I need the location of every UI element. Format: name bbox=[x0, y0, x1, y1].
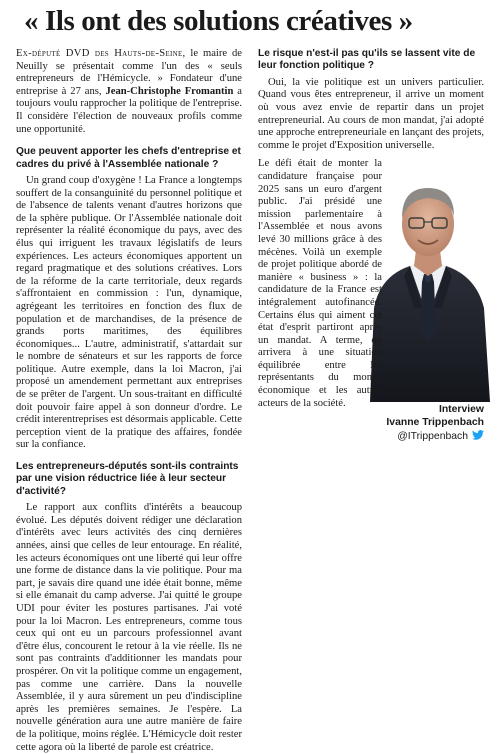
answer-1: Un grand coup d'oxygène ! La France a longtemps souffert de la consanguinité du personnel politique et de l'absence de talents venant d'autres horizons que de la sphère publique. Or l'Assemblée nationale doit représenter la réalité économique du pays, avec des élus qui irriguent les travaux législatifs de leurs expériences. Les acteurs économiques apportent un regard pragmatique et des solutions créatives. Lors de la réforme de la carte territoriale, deux regards s'affrontaient en commission : l'un, dynamique, agrégeant les territoires en fonction des flux de population et de marchandises, de la présence de grands ports maritimes, des équilibres économiques... L'autre, administratif, s'attardait sur le nombre de sénateurs et sur les rapports de force politique. Autre exemple, dans la loi Macron, j'ai proposé un amendement permettant aux entreprises de se prêter de l'argent. Un sous-traitant en difficulté doit pouvoir faire appel à son donneur d'ordre. Le crédit interentreprises est désormais applicable. Cette perception vient de la pratique des affaires, fondée sur la confiance. bbox=[16, 174, 242, 451]
credit-author: Ivanne Trippenbach bbox=[386, 416, 484, 428]
interviewee-name: Jean-Christophe Fromantin bbox=[105, 85, 234, 97]
twitter-handle[interactable]: @ITrippenbach bbox=[397, 430, 468, 442]
intro-paragraph bbox=[16, 48, 242, 136]
answer-3-part-1: Oui, la vie politique est un univers particulier. Quand vous êtes entrepreneur, il arrive un moment où vous avez envie de repartir dans un projet entrepreneurial. Au cours de mon mandat, j'ai adopté une approche entrepreneuriale en lançant des projets, comme le projet d'Exposition universelle. bbox=[258, 76, 484, 151]
portrait-photo-area bbox=[258, 158, 484, 409]
answer-3-part-2: Le défi était de monter la candidature française pour 2025 sans un euro d'argent public. J'ai présidé une mission parlementaire à l'Assemblée et nous avons levé 30 millions grâce à des mécènes. Voilà un exemple de projet politique abordé de manière « business » : la candidature de la France est intégralement autofinancée. Certains élus qui aiment cet état d'esprit partiront après un mandat. A terme, on arrivera à une situation équilibrée entre les représentants du monde économique et les autres acteurs de la société. bbox=[258, 158, 382, 409]
article-columns bbox=[16, 48, 484, 754]
answer-2: Le rapport aux conflits d'intérêts a beaucoup évolué. Les députés doivent rédiger une déclaration d'intérêts avec leurs activités des cinq dernières années, ainsi que celles de leur entourage. En réalité, les acteurs économiques ont une liberté qui leur offre une forme de distance dans la vie politique. Pour ma part, je savais dire quand une idée était bonne, même si elle émanait du camp adverse. J'ai quitté le groupe UDI pour éviter les postures partisanes. J'ai voté pour la loi Macron. Les entrepreneurs, comme tous ceux qui ont eu un parcours professionnel avant d'être élus, concourent le retour à la vie réelle. Ils ne sont pas contraints d'additionner les mandats pour prospérer. On vit la politique comme un engagement, pas comme une carrière. Dans la nouvelle Assemblée, il y aura sûrement un peu d'indiscipline après les premières semaines. Je l'espère. La nouvelle génération aura une autre manière de faire de la politique, moins réglée. L'Hémicycle doit rester cette agora où la liberté de parole est créatrice. bbox=[16, 502, 242, 753]
intro-lead: Ex-député DVD des Hauts-de-Seine, bbox=[16, 48, 186, 59]
intro-text-1: le maire de Neuilly se présentait comme l'un des « seuls entrepreneurs de l'Hémicycle. » Fondateur d'une entreprise à 27 ans, bbox=[16, 48, 242, 97]
portrait-photo bbox=[366, 158, 490, 402]
question-1: Que peuvent apporter les chefs d'entreprise et cadres du privé à l'Assemblée nationale ? bbox=[16, 146, 241, 170]
intro-text-2: a toujours voulu rapprocher la politique de l'entreprise. Il considère l'élection de nouveaux profils comme une opportunité. bbox=[16, 85, 242, 135]
question-3: Le risque n'est-il pas qu'ils se lassent vite de leur fonction politique ? bbox=[258, 48, 476, 72]
twitter-bird-icon[interactable] bbox=[472, 430, 484, 440]
left-column bbox=[16, 48, 242, 754]
credit-label: Interview bbox=[438, 404, 484, 416]
credit-handle-row bbox=[258, 430, 484, 444]
headline: « Ils ont des solutions créatives » bbox=[24, 5, 413, 37]
right-column bbox=[258, 48, 484, 754]
question-2: Les entrepreneurs-députés sont-ils contraints par une vision réductrice liée à leur secteur d'activité? bbox=[16, 461, 239, 497]
